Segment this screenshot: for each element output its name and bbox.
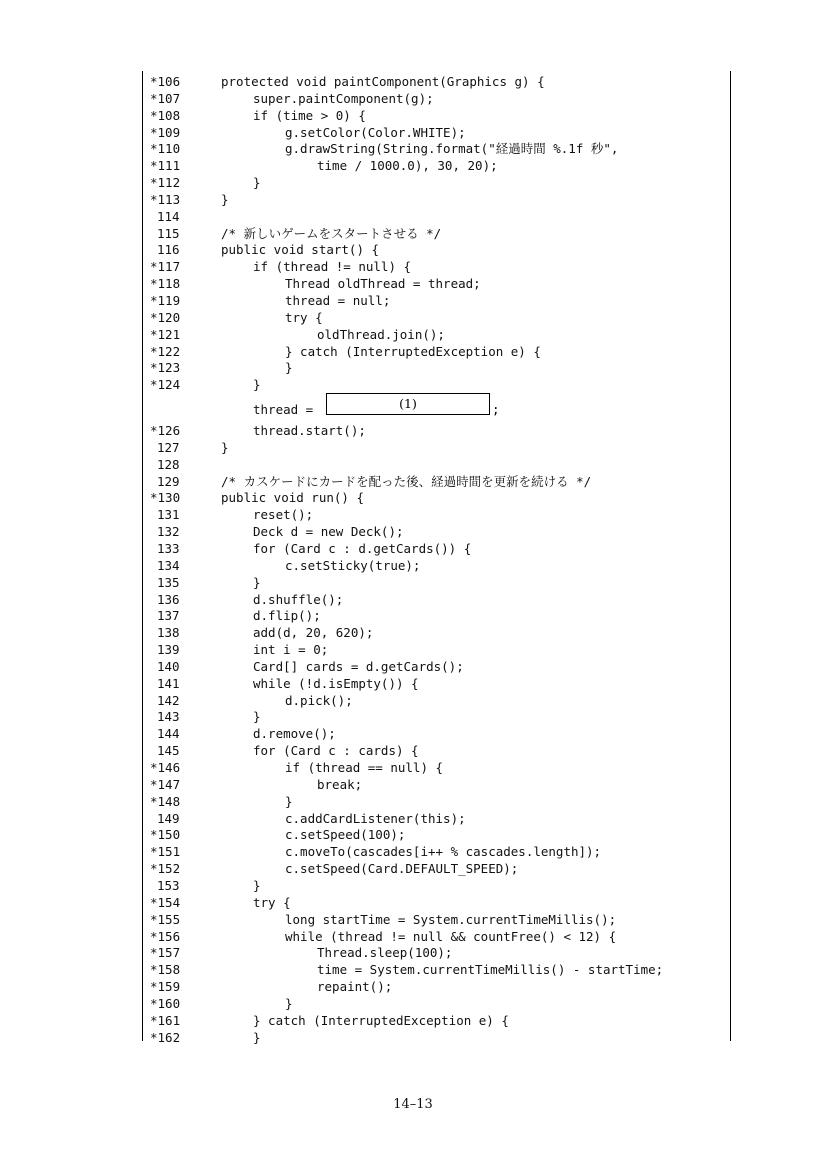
- code-line: [0, 473, 826, 490]
- line-number: *157: [150, 945, 181, 960]
- code-line: [0, 607, 826, 624]
- line-number: *151: [150, 844, 181, 859]
- line-number: *109: [150, 125, 181, 140]
- line-number: 136: [157, 592, 180, 607]
- line-number: *123: [150, 360, 181, 375]
- code-text: } catch (InterruptedException e) {: [253, 1013, 509, 1028]
- code-line: [0, 258, 826, 275]
- code-text: break;: [317, 777, 363, 792]
- code-line: [0, 624, 826, 641]
- line-number: *120: [150, 310, 181, 325]
- code-text: Thread.sleep(100);: [317, 945, 453, 960]
- code-text: }: [253, 1030, 261, 1045]
- line-number: 134: [157, 558, 180, 573]
- code-line: [0, 557, 826, 574]
- code-text: c.setSpeed(100);: [285, 827, 406, 842]
- line-number: *160: [150, 996, 181, 1011]
- code-line: [0, 725, 826, 742]
- code-line: [0, 928, 826, 945]
- code-line: [0, 810, 826, 827]
- code-text: d.flip();: [253, 608, 321, 623]
- code-text: public void run() {: [221, 490, 364, 505]
- code-line: [0, 489, 826, 506]
- code-line: [0, 1029, 826, 1046]
- code-text: Deck d = new Deck();: [253, 524, 404, 539]
- line-number: 135: [157, 575, 180, 590]
- code-line: [0, 692, 826, 709]
- code-text: Card[] cards = d.getCards();: [253, 659, 464, 674]
- code-text: oldThread.join();: [317, 327, 445, 342]
- code-text: super.paintComponent(g);: [253, 91, 434, 106]
- line-number: 143: [157, 709, 180, 724]
- code-line: [0, 759, 826, 776]
- line-number: *117: [150, 259, 181, 274]
- code-line: [0, 90, 826, 107]
- code-line: [0, 174, 826, 191]
- line-number: 140: [157, 659, 180, 674]
- code-line: [0, 591, 826, 608]
- code-text: g.setColor(Color.WHITE);: [285, 125, 466, 140]
- line-number: *107: [150, 91, 181, 106]
- code-text: while (thread != null && countFree() < 12) {: [285, 929, 617, 944]
- code-line: [0, 140, 826, 157]
- code-text: add(d, 20, 620);: [253, 625, 374, 640]
- code-text: }: [253, 878, 261, 893]
- line-number: *108: [150, 108, 181, 123]
- code-text: }: [253, 709, 261, 724]
- code-text: }: [253, 175, 261, 190]
- code-text: c.setSpeed(Card.DEFAULT_SPEED);: [285, 861, 519, 876]
- code-text: /* 新しいゲームをスタートさせる */: [221, 226, 442, 241]
- code-line: [0, 1012, 826, 1029]
- code-line: [0, 978, 826, 995]
- code-text: reset();: [253, 507, 314, 522]
- line-number: *113: [150, 192, 181, 207]
- code-line: [0, 456, 826, 473]
- code-line: [0, 894, 826, 911]
- code-text: try {: [253, 895, 291, 910]
- code-text: Thread oldThread = thread;: [285, 276, 481, 291]
- line-number: *150: [150, 827, 181, 842]
- line-number: 114: [157, 209, 180, 224]
- code-line: [0, 359, 826, 376]
- code-text: }: [221, 192, 229, 207]
- line-number: *111: [150, 158, 181, 173]
- code-text: time = System.currentTimeMillis() - startTime;: [317, 962, 664, 977]
- line-number: *148: [150, 794, 181, 809]
- line-number: 133: [157, 541, 180, 556]
- code-text: thread =: [253, 402, 314, 417]
- line-number: 149: [157, 811, 180, 826]
- line-number: 127: [157, 440, 180, 455]
- code-line: [0, 124, 826, 141]
- code-line: [0, 843, 826, 860]
- line-number: 145: [157, 743, 180, 758]
- line-number: *126: [150, 423, 181, 438]
- code-line: [0, 275, 826, 292]
- code-line: [0, 540, 826, 557]
- code-line: [0, 523, 826, 540]
- code-text: } catch (InterruptedException e) {: [285, 344, 541, 359]
- code-line: [0, 309, 826, 326]
- code-text: d.pick();: [285, 693, 353, 708]
- code-line: [0, 961, 826, 978]
- code-text: d.remove();: [253, 726, 336, 741]
- code-text: int i = 0;: [253, 642, 329, 657]
- line-number: 129: [157, 474, 180, 489]
- line-number: *106: [150, 74, 181, 89]
- line-number: *124: [150, 377, 181, 392]
- code-text: }: [285, 794, 293, 809]
- line-number: *146: [150, 760, 181, 775]
- code-line: [0, 107, 826, 124]
- code-line: [0, 73, 826, 90]
- code-line: [0, 292, 826, 309]
- code-text: }: [253, 575, 261, 590]
- line-number: *158: [150, 962, 181, 977]
- code-line: [0, 225, 826, 242]
- code-text: }: [221, 440, 229, 455]
- line-number: *154: [150, 895, 181, 910]
- code-line: [0, 326, 826, 343]
- line-number: *155: [150, 912, 181, 927]
- line-number: 115: [157, 226, 180, 241]
- answer-blank-box: (1): [326, 393, 490, 415]
- code-line: [0, 995, 826, 1012]
- code-text: }: [285, 360, 293, 375]
- code-line: [0, 343, 826, 360]
- code-line: [0, 574, 826, 591]
- code-text: }: [285, 996, 293, 1011]
- line-number: *130: [150, 490, 181, 505]
- line-number: 116: [157, 242, 180, 257]
- code-text: if (thread == null) {: [285, 760, 444, 775]
- line-number: *161: [150, 1013, 181, 1028]
- line-number: *110: [150, 141, 181, 156]
- line-number: *152: [150, 861, 181, 876]
- line-number: 139: [157, 642, 180, 657]
- code-text: for (Card c : cards) {: [253, 743, 419, 758]
- code-text: if (thread != null) {: [253, 259, 412, 274]
- line-number: 144: [157, 726, 180, 741]
- line-number: 153: [157, 878, 180, 893]
- line-number: *122: [150, 344, 181, 359]
- code-text: }: [253, 377, 261, 392]
- code-line: [0, 877, 826, 894]
- blank-semicolon: ;: [492, 402, 500, 417]
- line-number: *112: [150, 175, 181, 190]
- code-text: thread = null;: [285, 293, 391, 308]
- line-number: *162: [150, 1030, 181, 1045]
- code-line: [0, 675, 826, 692]
- code-line: [0, 506, 826, 523]
- code-line: [0, 191, 826, 208]
- page-number: 14–13: [393, 1097, 433, 1112]
- code-line: [0, 776, 826, 793]
- line-number: 137: [157, 608, 180, 623]
- code-text: protected void paintComponent(Graphics g) {: [221, 74, 545, 89]
- code-line: [0, 658, 826, 675]
- code-line: [0, 241, 826, 258]
- code-text: try {: [285, 310, 323, 325]
- line-number: 128: [157, 457, 180, 472]
- code-line: [0, 793, 826, 810]
- line-number: *119: [150, 293, 181, 308]
- code-line: [0, 422, 826, 439]
- code-text: g.drawString(String.format("経過時間 %.1f 秒",: [285, 141, 619, 156]
- code-text: c.moveTo(cascades[i++ % cascades.length]);: [285, 844, 602, 859]
- code-text: c.setSticky(true);: [285, 558, 421, 573]
- line-number: *159: [150, 979, 181, 994]
- line-number: 131: [157, 507, 180, 522]
- code-text: /* カスケードにカードを配った後、経過時間を更新を続ける */: [221, 474, 592, 489]
- code-line: [0, 708, 826, 725]
- code-line: [0, 157, 826, 174]
- code-text: while (!d.isEmpty()) {: [253, 676, 419, 691]
- line-number: *121: [150, 327, 181, 342]
- code-line: [0, 376, 826, 393]
- code-line: [0, 641, 826, 658]
- code-line: [0, 439, 826, 456]
- code-text: time / 1000.0), 30, 20);: [317, 158, 498, 173]
- line-number: 142: [157, 693, 180, 708]
- line-number: 132: [157, 524, 180, 539]
- code-text: long startTime = System.currentTimeMillis();: [285, 912, 617, 927]
- code-text: for (Card c : d.getCards()) {: [253, 541, 472, 556]
- line-number: *156: [150, 929, 181, 944]
- code-line: [0, 860, 826, 877]
- code-text: repaint();: [317, 979, 393, 994]
- code-text: public void start() {: [221, 242, 380, 257]
- code-text: if (time > 0) {: [253, 108, 366, 123]
- code-text: thread.start();: [253, 423, 366, 438]
- code-line: [0, 208, 826, 225]
- code-line: [0, 944, 826, 961]
- code-text: d.shuffle();: [253, 592, 344, 607]
- code-line: [0, 742, 826, 759]
- line-number: 141: [157, 676, 180, 691]
- line-number: *118: [150, 276, 181, 291]
- code-line: [0, 911, 826, 928]
- line-number: 138: [157, 625, 180, 640]
- line-number: *147: [150, 777, 181, 792]
- code-text: c.addCardListener(this);: [285, 811, 466, 826]
- code-line: [0, 826, 826, 843]
